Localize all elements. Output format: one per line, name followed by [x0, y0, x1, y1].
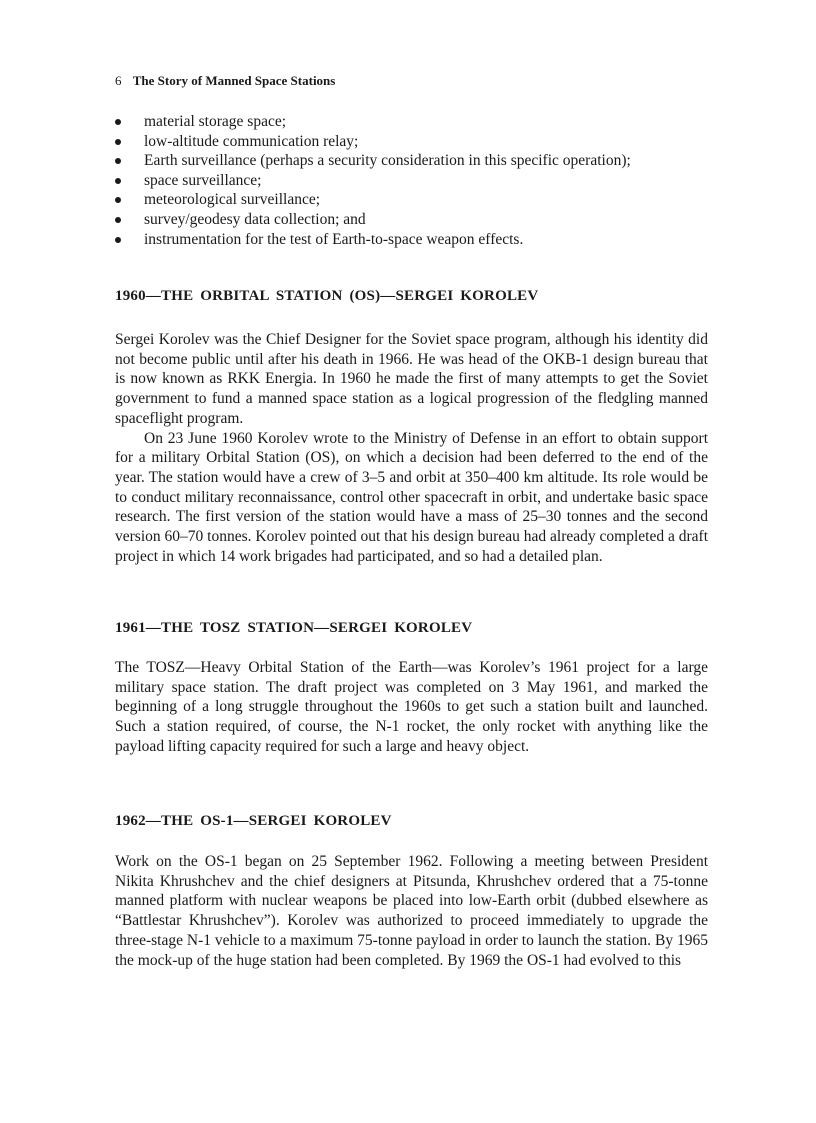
- bullet-dot-icon: [115, 217, 121, 223]
- list-item: space surveillance;: [115, 171, 708, 191]
- paragraph: The TOSZ—Heavy Orbital Station of the Earth—was Korolev’s 1961 project for a large military space station. The draft project was completed on 3 May 1961, and marked the beginning of a long struggle throughout the 1960s to get such a station built and launched. Such a station required, of course, the N-1 rocket, the only rocket with anything like the payload lifting capacity required for such a large and heavy object.: [115, 659, 708, 755]
- bullet-dot-icon: [115, 158, 121, 164]
- list-item: Earth surveillance (perhaps a security consideration in this specific operation);: [115, 151, 708, 171]
- list-item: survey/geodesy data collection; and: [115, 210, 708, 230]
- section-heading-1960: 1960—THE ORBITAL STATION (OS)—SERGEI KOROLEV: [115, 288, 539, 304]
- bullet-dot-icon: [115, 119, 121, 125]
- section-body-1961: [115, 658, 708, 757]
- list-item: material storage space;: [115, 112, 708, 132]
- bullet-dot-icon: [115, 237, 121, 243]
- page-number: 6: [115, 73, 122, 88]
- bullet-list: [115, 112, 708, 249]
- paragraph: On 23 June 1960 Korolev wrote to the Ministry of Defense in an effort to obtain support for a military Orbital Station (OS), on which a decision had been deferred to the end of the year. The station would have a crew of 3–5 and orbit at 350–400 km altitude. Its role would be to conduct military reconnaissance, control other spacecraft in orbit, and undertake basic space research. The first version of the station would have a mass of 25–30 tonnes and the second version 60–70 tonnes. Korolev pointed out that his design bureau had already completed a draft project in which 14 work brigades had participated, and so had a detailed plan.: [115, 429, 708, 565]
- paragraph: Sergei Korolev was the Chief Designer for the Soviet space program, although his identity did not become public until after his death in 1966. He was head of the OKB-1 design bureau that is now known as RKK Energia. In 1960 he made the first of many attempts to get the Soviet government to fund a manned space station as a logical progression of the fledgling manned spaceflight program.: [115, 331, 708, 427]
- paragraph: Work on the OS-1 began on 25 September 1962. Following a meeting between President Nikita Khrushchev and the chief designers at Pitsunda, Khrushchev ordered that a 75-tonne manned platform with nuclear weapons be placed into low-Earth orbit (dubbed elsewhere as “Battlestar Khrushchev”). Korolev was authorized to proceed immediately to upgrade the three-stage N-1 vehicle to a maximum 75-tonne payload in order to launch the station. By 1965 the mock-up of the huge station had been completed. By 1969 the OS-1 had evolved to this: [115, 853, 708, 969]
- section-heading-1961: 1961—THE TOSZ STATION—SERGEI KOROLEV: [115, 620, 473, 636]
- bullet-dot-icon: [115, 178, 121, 184]
- section-body-1960: [115, 330, 708, 566]
- section-body-1962: [115, 852, 708, 970]
- running-head: [115, 73, 335, 89]
- running-title: The Story of Manned Space Stations: [132, 73, 336, 88]
- list-item: meteorological surveillance;: [115, 190, 708, 210]
- bullet-dot-icon: [115, 197, 121, 203]
- bullet-dot-icon: [115, 139, 121, 145]
- list-item: low-altitude communication relay;: [115, 132, 708, 152]
- section-heading-1962: 1962—THE OS-1—SERGEI KOROLEV: [115, 813, 392, 829]
- list-item: instrumentation for the test of Earth-to-space weapon effects.: [115, 230, 708, 250]
